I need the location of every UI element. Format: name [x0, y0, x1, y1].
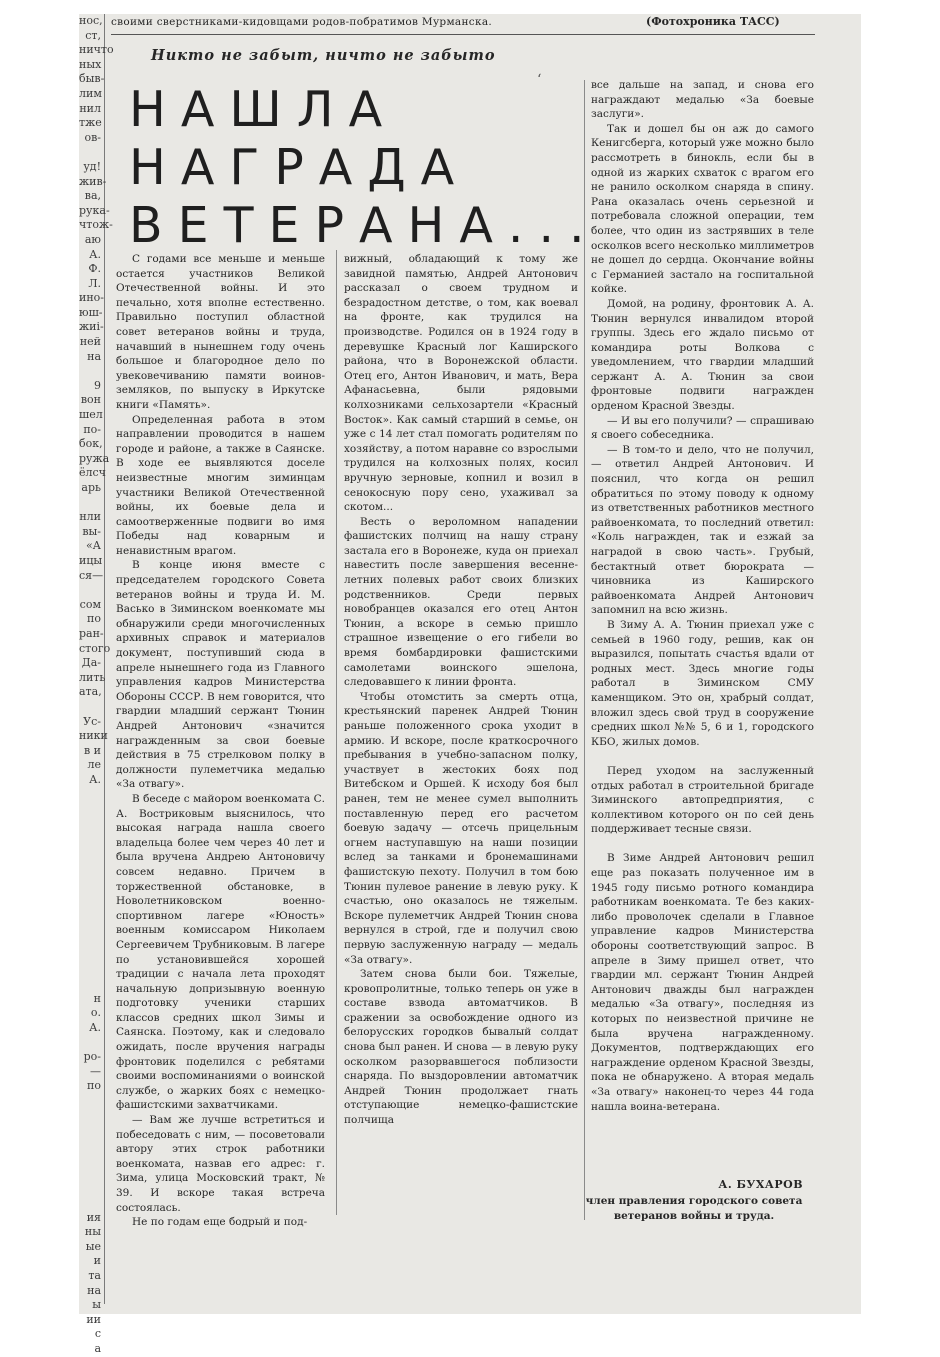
prev-column-line: А. — [89, 772, 101, 786]
article-paragraph: — И вы его получили? — спрашиваю я своего собеседника. — [591, 414, 814, 442]
prev-column-line: уд! — [83, 159, 101, 173]
prev-column-line: Л. — [88, 276, 101, 290]
article-paragraph: Так и дошел бы он аж до самого Кенигсберга, который уже можно было рассмотреть в бинокль, если бы в одной из жарких схваток с врагом его не ранило осколком снаряда в спину. Рана оказалась очень серьезной и потребовала сложной операции, тем более, что один из застрявших в теле осколков всего несколько миллиметров не дошел до сердца. Окончание войны с Германией застало на госпитальной койке. — [591, 122, 814, 296]
prev-column-line: ро- — [83, 1050, 101, 1064]
article-rubric: Никто не забыт, ничто не забыто — [151, 47, 496, 64]
prev-column-line: ран- — [79, 626, 104, 640]
prev-column-line — [79, 496, 101, 511]
prev-column-line: ые — [85, 1239, 101, 1253]
article-paragraph: Перед уходом на заслуженный отдых работал в строительной бригаде Зиминского автопредприятия, с коллективом которого он по сей день поддерживает тесные связи. — [591, 764, 814, 836]
prev-column-line: быв- — [79, 72, 105, 86]
prev-column-line — [79, 875, 101, 890]
article-paragraph: В конце июня вместе с председателем городского Совета ветеранов войны и труда И. М. Васько в Зиминском военкомате мы обнаружили среди многочисленных архивных справок и материалов документ, поступивший сюда в апреле нынешнего года из Главного управления кадров Министерства Обороны СССР. В нем говорится, что гвардии младший сержант Тюнин Андрей Антонович «значится награжденным за свои боевые действия в 75 стрелковом полку в должности пулеметчика медалью «За отвагу». — [116, 559, 325, 791]
prev-column-line — [79, 919, 101, 934]
prev-column-line: н — [93, 991, 101, 1005]
prev-column-line: ны — [84, 1225, 101, 1239]
prev-column-line — [79, 933, 101, 948]
prev-column-line — [79, 977, 101, 992]
prev-column-line — [79, 1196, 101, 1211]
prev-column-line: лить — [79, 670, 106, 684]
prev-column-line: на — [87, 1283, 101, 1297]
prev-column-line: ицы — [79, 553, 103, 567]
prev-column-line: аю — [84, 232, 101, 246]
prev-column-line: ст, — [85, 28, 101, 42]
prev-column-line: ов- — [84, 130, 101, 144]
article-paragraph: Домой, на родину, фронтовик А. А. Тюнин вернулся инвалидом второй группы. Здесь его ждало письмо от командира роты Волкова с уведомлением, что гвардии младший сержант А. А. Тюнин за свои фронтовые подвиги награжден орденом Красной Звезды. — [591, 297, 814, 413]
article-paragraph: В Зиму А. А. Тюнин приехал уже с семьей в 1960 году, решив, как он выразился, попытать счастья вдали от родных мест. Здесь многие годы работал в Зиминском СМУ каменщиком. Это он, храбрый солдат, вложил здесь свой труд в сооружение средних школ №№ 5, 6 и 1, городского КБО, жилых домов. — [591, 618, 814, 748]
prev-column-line: рука- — [79, 203, 110, 217]
prev-column-line — [79, 1036, 101, 1051]
prev-column-line: ы — [92, 1298, 101, 1312]
article-paragraph: В Зиме Андрей Антонович решил еще раз показать полученное им в 1945 году письмо ротного командира работникам военкомата. Те без каких-либо проволочек сделали в Главное управление кадров Министерства обороны соответствующий запрос. В апреле в Зиму пришел ответ, что гвардии мл. сержант Тюнин Андрей Антонович дважды был награжден медалью «За отвагу», последняя из которых по неизвестной причине не была вручена награжденному. Документов, подтверждающих его награждение орденом Красной Звезды, пока не обнаружено. А вторая медаль «За отвагу» наконец-то через 44 года нашла воина-ветерана. — [591, 852, 814, 1113]
prev-column-line: А. — [89, 1020, 101, 1034]
prev-column-line: ия — [86, 1210, 101, 1224]
article-paragraph: Весть о вероломном нападении фашистских полчищ на нашу страну застала его в Воронеже, куда он приехал навестить после завершения весенне-летних полевых работ своих близких родственников. Среди первых новобранцев оказался его отец Антон Тюнин, а вскоре в семью пришло страшное извещение о его гибели во время бомбардировки фашистскими самолетами воинского эшелона, следовавшего к линии фронта. — [344, 515, 578, 689]
prev-column-line — [79, 145, 101, 160]
article-paragraph: С годами все меньше и меньше остается участников Великой Отечественной войны. И это печально, хотя вполне естественно. Правильно поступил областной совет ветеранов войны и труда, начавший в нынешнем году очень большое и благородное дело по увековечиванию памяти воинов-земляков, по выпуску в Иркутске книги «Память». — [116, 253, 325, 411]
article-paragraph: Затем снова были бои. Тяжелые, кровопролитные, только теперь он уже в составе взвода автоматчиков. В сражении за освобождение одного из белорусских городков бывалый солдат снова был ранен. И снова — в левую руку осколком разорвавшегося поблизости снаряда. По выздоровлении автоматчик Андрей Тюнин продолжает гнать отступающие немецко-фашистские полчища — [344, 968, 578, 1127]
prev-column-line: ёлсч — [79, 466, 106, 480]
prev-column-line — [79, 1094, 101, 1109]
article-paragraph: Чтобы отомстить за смерть отца, крестьянский паренек Андрей Тюнин раньше положенного срока уходит в армию. И вскоре, после краткосрочного пребывания в учебно-запасном полку, участвует в жестоких боях под Витебском и Оршей. К исходу боя был ранен, тем не менее сумел выполнить поставленную перед его расчетом боевую задачу — отсечь прицельным огнем наступавшую на наши позиции вслед за танками и бронемашинами фашистскую пехоту. Получил в том бою Тюнин пулевое ранение в левую руку. К счастью, оно оказалось не тяжелым. Вскоре пулеметчик Андрей Тюнин снова вернулся в строй, где и получил свою первую заслуженную награду — медаль «За отвагу». — [344, 690, 578, 966]
prev-column-line — [79, 583, 101, 598]
prev-column-line: по — [87, 1079, 101, 1093]
article-paragraph: Не по годам еще бодрый и под- — [132, 1216, 308, 1229]
prev-column-line — [79, 1109, 101, 1124]
previous-article-column-fragment — [79, 14, 114, 1356]
prev-column-line: ружа — [79, 451, 110, 465]
prev-column-line: ники — [79, 729, 108, 743]
prev-column-line: ней — [79, 335, 101, 349]
headline-line-1: НАШЛА — [129, 81, 398, 138]
prev-column-line — [79, 890, 101, 905]
prev-column-line: та — [88, 1269, 101, 1283]
prev-column-line: в и — [83, 743, 101, 757]
article-column-2 — [344, 252, 578, 1128]
prev-column-line: о. — [90, 1006, 101, 1020]
column-divider — [336, 250, 337, 1215]
column-divider — [584, 80, 585, 1220]
prev-column-line: ных — [79, 57, 102, 71]
prev-column-line: жиі- — [79, 320, 104, 334]
prev-column-line: по — [87, 612, 101, 626]
prev-column-line — [79, 364, 101, 379]
prev-column-line — [79, 1123, 101, 1138]
prev-column-line: сом — [79, 597, 101, 611]
prev-column-line: — — [90, 1064, 101, 1078]
prev-column-line: Ус- — [83, 714, 101, 728]
prev-column-line — [79, 948, 101, 963]
prev-column-line: 9 — [94, 378, 101, 392]
prev-column-line — [79, 1138, 101, 1153]
article-paragraph: Определенная работа в этом направлении проводится в нашем городе и районе, а также в Саянске. В ходе ее выявляются доселе неизвестные многим зиминцам участники Великой Отечественной войны, их боевые дела и самоотверженные подвиги во имя Победы над коварным и ненавистным врагом. — [116, 413, 325, 557]
photo-credit: (Фотохроника ТАСС) — [646, 15, 780, 28]
prev-column-line: тже — [79, 116, 102, 130]
prev-column-line: нос, — [79, 14, 103, 27]
prev-column-line: стого — [79, 641, 111, 655]
prev-column-line: нил — [79, 101, 101, 115]
prev-column-line: ии — [86, 1312, 101, 1326]
prev-column-line — [79, 1182, 101, 1197]
prev-column-line: Ф. — [88, 262, 101, 276]
prev-column-line: ата, — [79, 685, 102, 699]
prev-column-line: с — [94, 1327, 101, 1341]
prev-column-line: нли — [79, 510, 101, 524]
prev-column-line — [79, 846, 101, 861]
prev-column-line: на — [87, 349, 101, 363]
prev-column-line: ино- — [79, 291, 105, 305]
article-paragraph: — Вам же лучше встретиться и побеседовать с ним, — посоветовали автору этих строк работники военкомата, назвав его адрес: г. Зима, улица Московский тракт, № 39. И вскоре такая встреча состоялась. — [116, 1114, 325, 1214]
article-column-1 — [116, 252, 325, 1230]
prev-column-line: ва, — [84, 189, 101, 203]
prev-column-line: по- — [83, 422, 101, 436]
headline-line-3: ВЕТЕРАНА... — [129, 197, 600, 254]
prev-column-line: арь — [81, 481, 101, 494]
article-paragraph: В беседе с майором военкомата С. А. Востриковым выяснилось, что высокая награда нашла своего владельца более чем через 40 лет и была вручена Андрею Антоновичу совсем недавно. Причем в торжественной обстановке, в Новолетниковском военно-спортивном лагере «Юность» военным комиссаром Николаем Сергеевичем Трубниковым. В лагере по установившейся хорошей традиции с начала лета проходят начальную допризывную военную подготовку ученики старших классов средних школ Зимы и Саянска. Поэтому, как и следовало ожидать, после вручения награды фронтовик поделился с ребятами своими воспоминаниями о воинской службе, о жарких боях с немецко-фашистскими захватчиками. — [116, 792, 325, 1112]
prev-column-line: ле — [87, 758, 101, 772]
prev-column-line: «А — [85, 539, 101, 553]
prev-column-line: юш- — [79, 305, 103, 319]
author-signature: А. БУХАРОВ — [718, 1178, 803, 1191]
prev-column-line — [79, 963, 101, 978]
divider-rule — [111, 34, 815, 35]
prev-column-line — [79, 860, 101, 875]
prev-column-line — [79, 787, 101, 802]
photo-caption: своими сверстниками-кидовщами родов-побратимов Мурманска. — [111, 16, 493, 28]
ink-mark: ʻ — [537, 72, 542, 88]
prev-column-line: и — [93, 1254, 101, 1268]
article-column-3 — [591, 78, 814, 1114]
prev-column-line: шел — [79, 408, 103, 422]
prev-column-line: ся— — [79, 568, 104, 582]
prev-column-line: А. — [89, 247, 101, 261]
prev-column-line: а — [94, 1342, 101, 1356]
prev-column-line — [79, 831, 101, 846]
prev-column-line — [79, 700, 101, 715]
newspaper-page — [79, 14, 861, 1356]
prev-column-line: Да- — [81, 656, 101, 670]
prev-column-line — [79, 817, 101, 832]
prev-column-line — [79, 904, 101, 919]
prev-column-line: жив- — [79, 174, 107, 188]
prev-column-line: вон — [80, 393, 101, 407]
prev-column-line: чтож- — [79, 218, 113, 232]
prev-column-line: ничто — [79, 43, 114, 57]
headline-line-2: НАГРАДА — [129, 139, 470, 196]
prev-column-line — [79, 802, 101, 817]
prev-column-line — [79, 1167, 101, 1182]
prev-column-line: лим — [79, 86, 102, 100]
prev-column-line — [79, 1152, 101, 1167]
prev-column-line: бок, — [79, 437, 103, 451]
prev-column-line: вы- — [82, 524, 101, 538]
article-paragraph: — В том-то и дело, что не получил, — ответил Андрей Антонович. И пояснил, что когда он решил обратиться по этому поводу к одному из ответственных работников местного райвоенкомата, то последний ответил: «Коль награжден, так и езжай за наградой в свою часть». Грубый, бестактный ответ бюрократа — чиновника из Каширского райвоенкомата Андрей Антонович запомнил на всю жизнь. — [591, 443, 814, 617]
article-paragraph: все дальше на запад, и снова его награждают медалью «За боевые заслуги». — [591, 79, 814, 121]
article-paragraph: вижный, обладающий к тому же завидной памятью, Андрей Антонович рассказал о своем трудном и безрадостном детстве, о том, как воевал на фронте, как трудился на производстве. Родился он в 1924 году в деревушке Красный лог Каширского района, что в Воронежской области. Отец его, Антон Иванович, и мать, Вера Афанасьевна, были рядовыми колхозниками сельхозартели «Красный Восток». Как самый старший в семье, он уже с 14 лет стал помогать родителям по хозяйству, а потом наравне со взрослыми трудился на колхозных полях, косил вручную зерновые, копнил и возил в сенокосную пору сено, ухаживал за скотом... — [344, 253, 578, 514]
author-title: член правления городского совета ветеранов войны и труда. — [585, 1195, 803, 1222]
